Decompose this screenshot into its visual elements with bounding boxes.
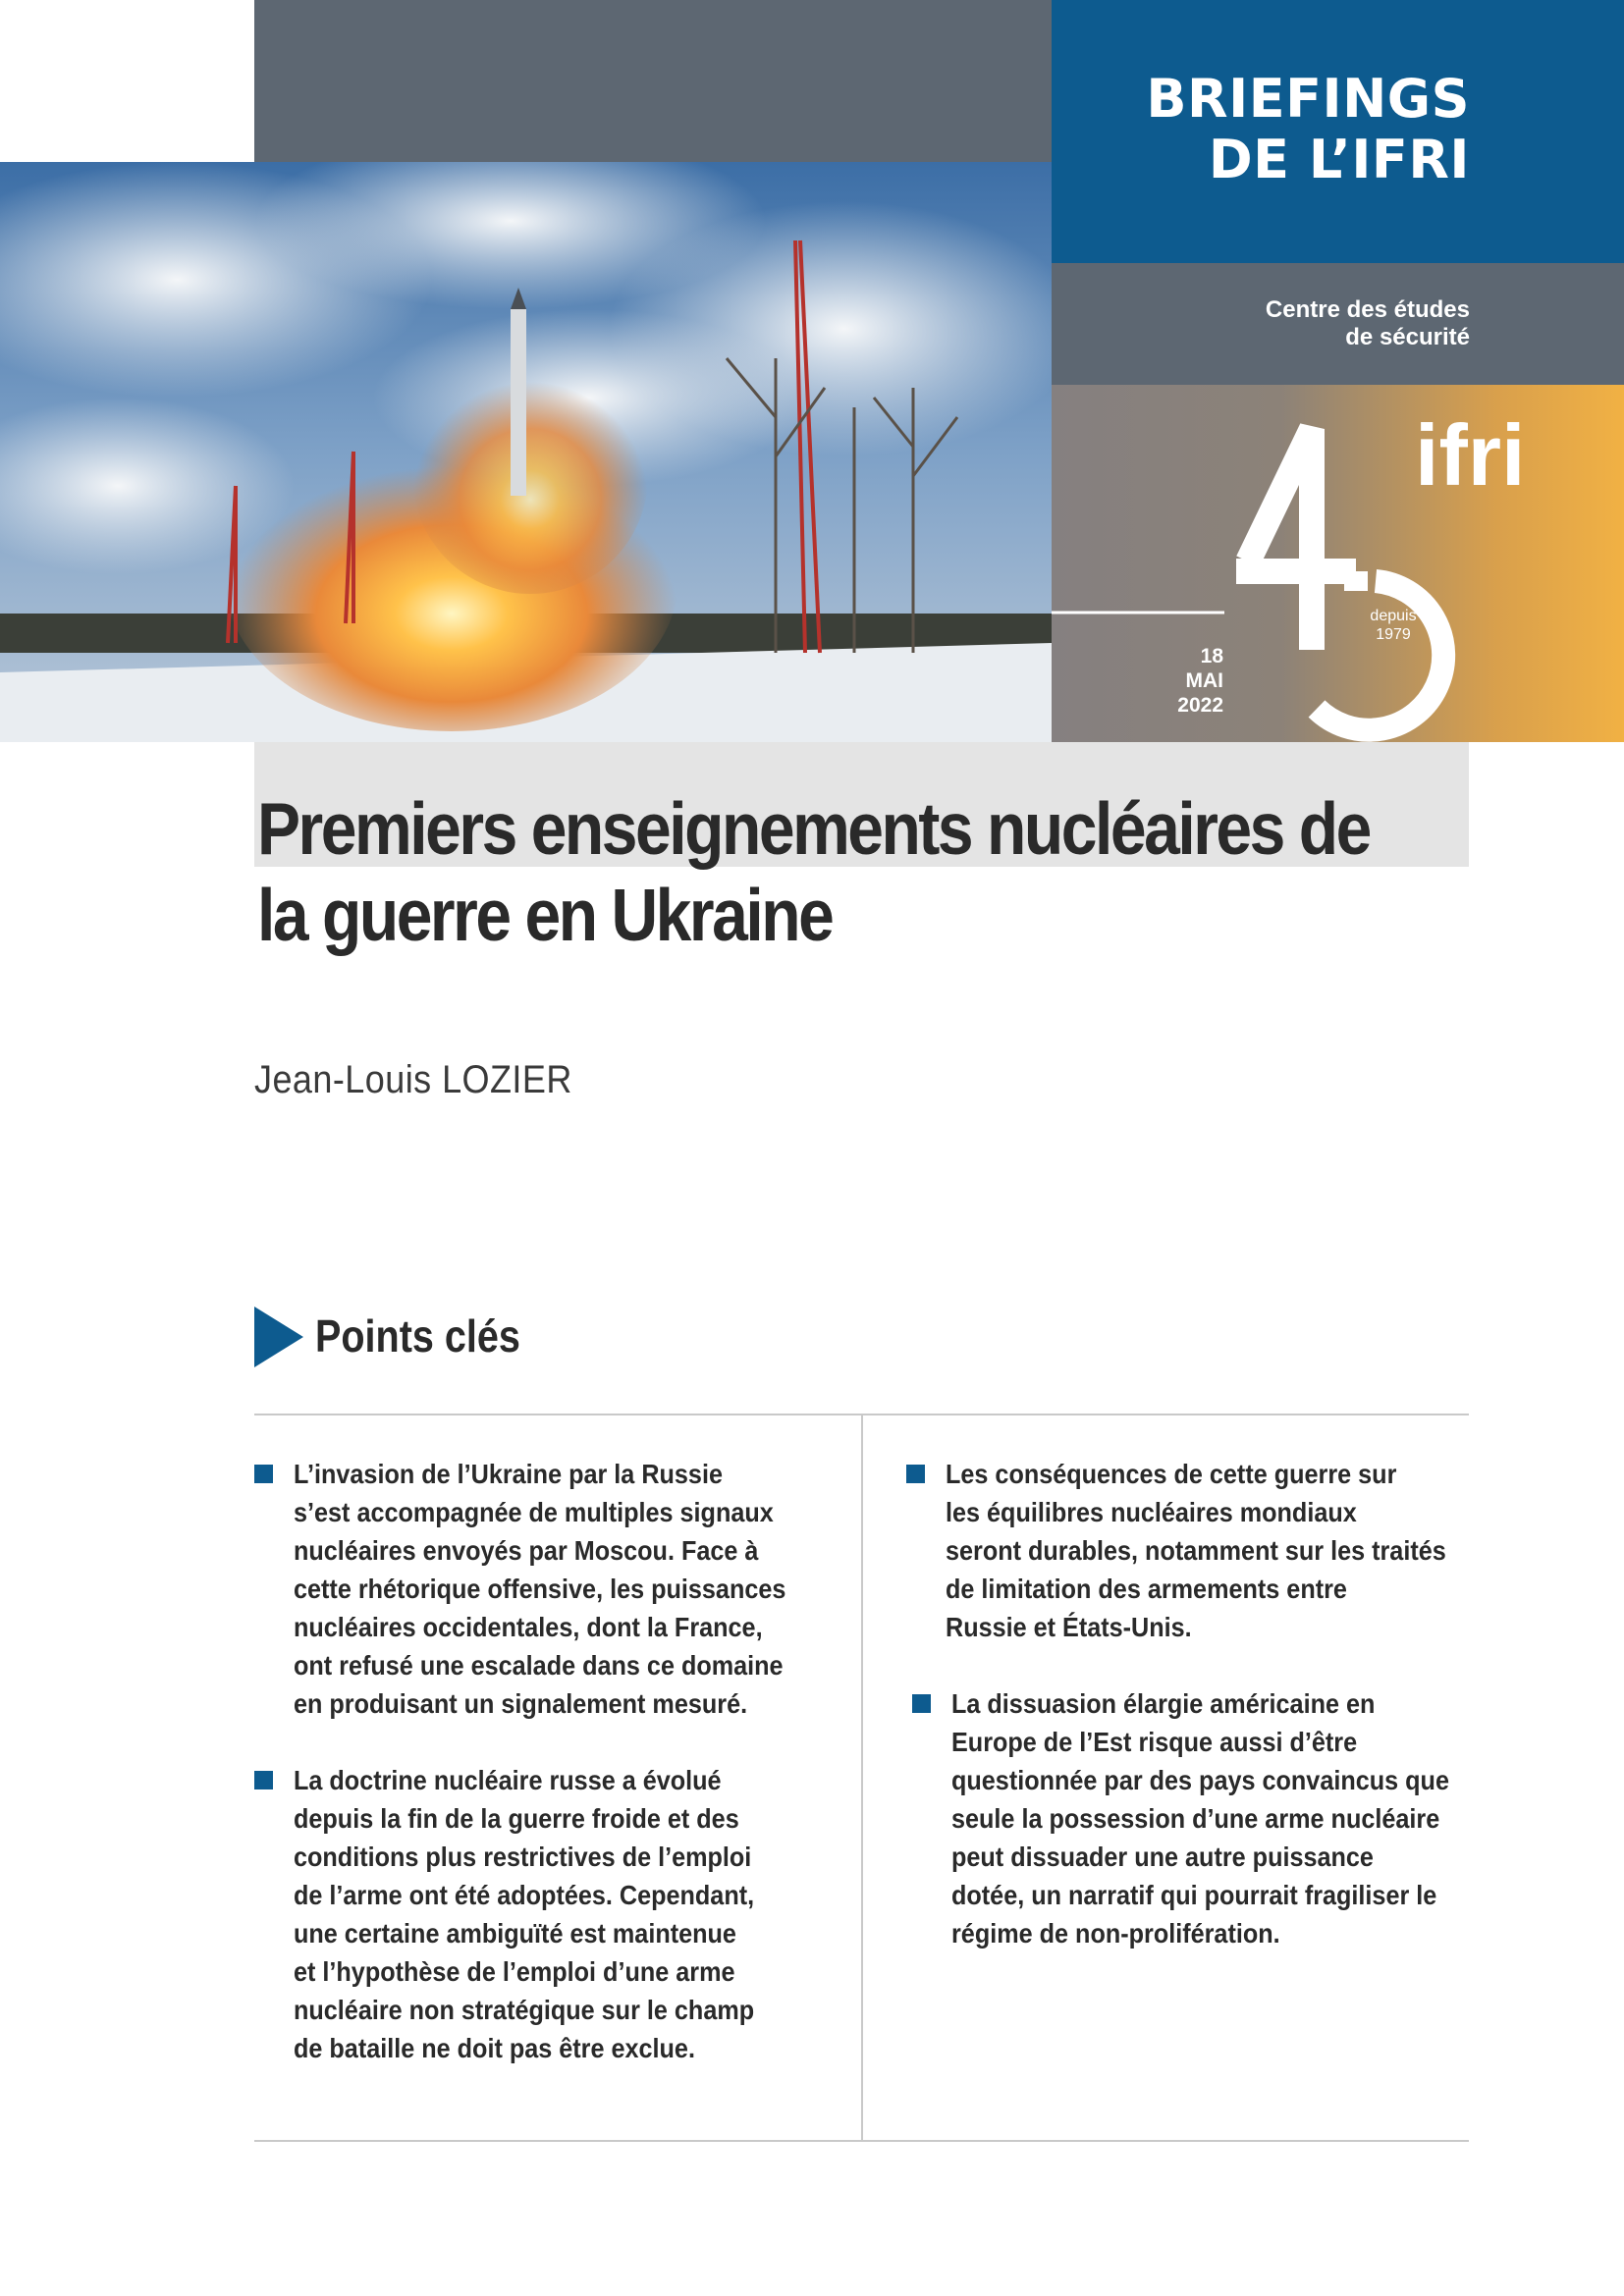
logo-digit-five xyxy=(1317,581,1443,730)
missile-launch-photo xyxy=(0,162,1052,742)
column-divider xyxy=(861,1414,863,2142)
divider xyxy=(254,2140,1469,2142)
key-point-text: La doctrine nucléaire russe a évolué depuis la fin de la guerre froide et des conditions plus restrictives de l’emploi de l’arme ont été adoptées. Cependant, une certaine ambiguïté est maintenue et l’hypothèse de l’emploi d’une arme nucléaire non stratégique sur le champ de bataille ne doit pas être exclue. xyxy=(294,1765,755,2063)
key-point-text: Les conséquences de cette guerre sur les équilibres nucléaires mondiaux seront durables, notamment sur les traités de limitation des armements entre Russie et États-Unis. xyxy=(946,1459,1446,1642)
author-name: Jean-Louis LOZIER xyxy=(254,1058,572,1101)
square-bullet-icon xyxy=(254,1465,273,1483)
launch-fire xyxy=(412,358,648,594)
logo-digit-four xyxy=(1248,429,1312,650)
missile xyxy=(511,309,526,496)
key-point-text: L’invasion de l’Ukraine par la Russie s’est accompagnée de multiples signaux nucléaires envoyés par Moscou. Face à cette rhétorique offensive, les puissances nucléaires occidentales, dont la France, ont refusé une escalade dans ce domaine en produisant un signalement mesuré. xyxy=(294,1459,786,1719)
section-arrow-icon xyxy=(254,1307,303,1367)
section-heading: Points clés xyxy=(315,1310,520,1362)
photo-illustration xyxy=(0,162,1052,742)
logo-wordmark: ifri xyxy=(1415,406,1526,504)
page-title: Premiers enseignements nucléaires de la guerre en Ukraine xyxy=(257,787,1370,956)
square-bullet-icon xyxy=(254,1771,273,1789)
series-title: BRIEFINGS DE L’IFRI xyxy=(1146,68,1470,190)
centre-name: Centre des études de sécurité xyxy=(1265,296,1470,350)
square-bullet-icon xyxy=(906,1465,925,1483)
key-point-text: La dissuasion élargie américaine en Europe de l’Est risque aussi d’être questionnée par des pays convaincus que seule la possession d’une arme nucléaire peut dissuader une autre puissance dotée, un narratif qui pourrait fragiliser le régime de non-prolifération. xyxy=(951,1688,1449,1949)
logo-since-year: 1979 xyxy=(1376,626,1411,643)
publication-date: 18 MAI 2022 xyxy=(1177,645,1223,717)
header-gray-band xyxy=(254,0,1052,162)
square-bullet-icon xyxy=(912,1694,931,1713)
logo-since-label: depuis xyxy=(1370,608,1417,624)
